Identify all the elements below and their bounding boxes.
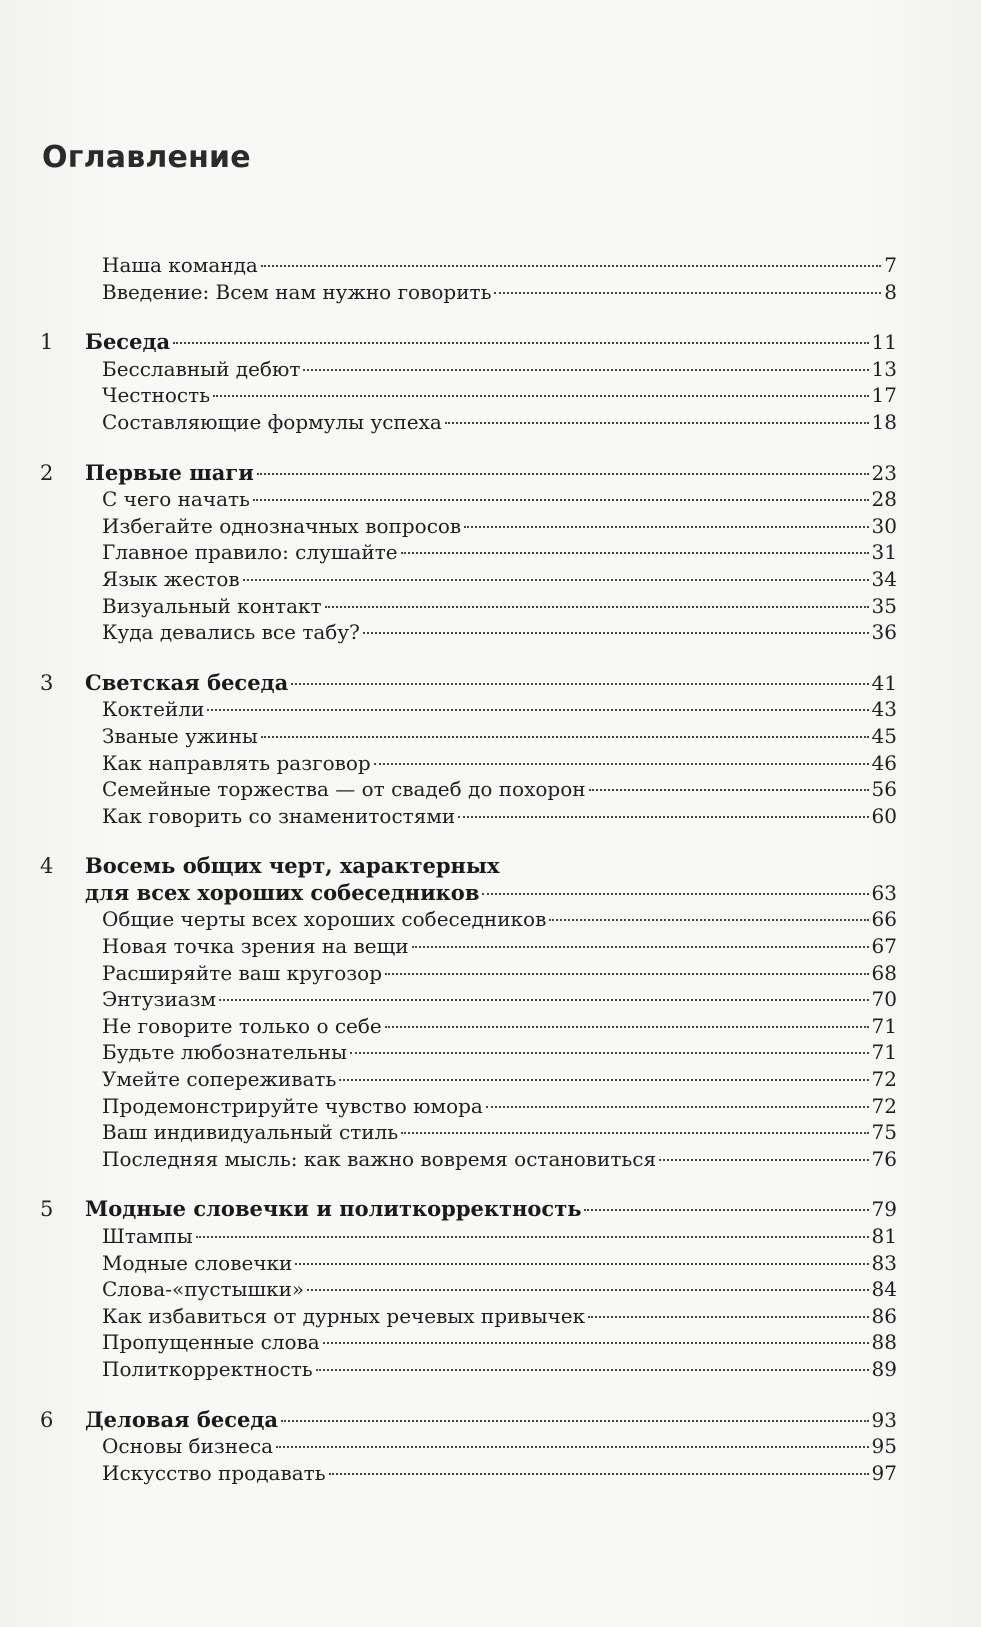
dot-leader <box>588 1316 868 1318</box>
page-number: 71 <box>871 1013 897 1038</box>
toc-section-entry <box>0 1223 981 1250</box>
toc-section-entry <box>0 566 981 593</box>
entry-title: Званые ужины <box>102 723 258 748</box>
page-number: 97 <box>871 1460 897 1485</box>
dot-leader <box>412 946 869 948</box>
entry-title: Умейте сопереживать <box>102 1067 337 1092</box>
entry-title: Не говорите только о себе <box>102 1013 382 1038</box>
dot-leader <box>316 1369 869 1371</box>
entry-title: Политкорректность <box>102 1356 313 1381</box>
toc-section-entry <box>0 539 981 566</box>
page-number: 84 <box>871 1277 897 1302</box>
toc-section-entry <box>0 906 981 933</box>
entry-title: Главное правило: слушайте <box>102 540 398 565</box>
toc-group <box>0 670 981 830</box>
dot-leader <box>401 1132 868 1134</box>
dot-leader <box>329 1473 869 1475</box>
entry-title: Восемь общих черт, характерных <box>85 853 500 879</box>
page-number: 45 <box>871 723 897 748</box>
page-number: 72 <box>871 1067 897 1092</box>
toc-section-entry <box>0 252 981 279</box>
toc-section-entry <box>0 1039 981 1066</box>
page-number: 36 <box>871 620 897 645</box>
toc-section-entry <box>0 593 981 620</box>
chapter-number: 4 <box>40 854 54 879</box>
entry-title: Как направлять разговор <box>102 750 371 775</box>
entry-title: Беседа <box>85 329 171 355</box>
toc-section-entry <box>0 750 981 777</box>
toc-section-entry <box>0 960 981 987</box>
toc-section-entry <box>0 1093 981 1120</box>
toc-group <box>0 1407 981 1487</box>
page-number: 31 <box>871 540 897 565</box>
dot-leader <box>659 1159 868 1161</box>
page-number: 83 <box>871 1250 897 1275</box>
entry-title: Модные словечки <box>102 1250 293 1275</box>
entry-title: Энтузиазм <box>102 987 217 1012</box>
entry-title: С чего начать <box>102 487 250 512</box>
dot-leader <box>458 816 868 818</box>
page-number: 86 <box>871 1303 897 1328</box>
page-number: 63 <box>871 880 897 905</box>
toc-section-entry <box>0 1329 981 1356</box>
page-number: 89 <box>871 1356 897 1381</box>
entry-title: Искусство продавать <box>102 1460 326 1485</box>
entry-title: Бесславный дебют <box>102 356 301 381</box>
toc-chapter-entry <box>0 853 981 880</box>
entry-title: для всех хороших собеседников <box>85 879 480 905</box>
page-number: 60 <box>871 803 897 828</box>
entry-title: Наша команда <box>102 253 258 277</box>
entry-title: Семейные торжества — от свадеб до похорон <box>102 777 586 802</box>
entry-title: Продемонстрируйте чувство юмора <box>102 1093 483 1118</box>
page-number: 81 <box>871 1224 897 1248</box>
toc-section-entry <box>0 933 981 960</box>
dot-leader <box>584 1209 868 1211</box>
dot-leader <box>589 789 869 791</box>
dot-leader <box>257 473 869 475</box>
dot-leader <box>196 1236 869 1238</box>
dot-leader <box>173 342 868 344</box>
dot-leader <box>219 999 868 1001</box>
entry-title: Штампы <box>102 1224 193 1248</box>
chapter-number: 6 <box>40 1407 54 1432</box>
entry-title: Ваш индивидуальный стиль <box>102 1120 399 1145</box>
page-number: 68 <box>871 960 897 985</box>
toc-chapter-entry <box>0 329 981 356</box>
page-number: 7 <box>884 253 897 277</box>
toc-section-entry <box>0 409 981 436</box>
chapter-number: 3 <box>40 670 54 695</box>
page-number: 30 <box>871 513 897 538</box>
page-number: 71 <box>871 1040 897 1065</box>
page-title: Оглавление <box>42 140 251 175</box>
dot-leader <box>494 292 881 294</box>
dot-leader <box>549 919 868 921</box>
toc-chapter-entry <box>0 670 981 697</box>
dot-leader <box>261 265 881 267</box>
dot-leader <box>213 395 868 397</box>
page-number: 34 <box>871 566 897 591</box>
toc-section-entry <box>0 1276 981 1303</box>
toc-section-entry <box>0 486 981 513</box>
toc-section-entry <box>0 803 981 830</box>
page-number: 76 <box>871 1146 897 1171</box>
dot-leader <box>385 1026 869 1028</box>
toc-section-entry <box>0 1356 981 1383</box>
page-number: 8 <box>884 279 897 304</box>
toc-section-entry <box>0 619 981 646</box>
toc-section-entry <box>0 1066 981 1093</box>
entry-title: Честность <box>102 383 211 408</box>
entry-title: Новая точка зрения на вещи <box>102 934 409 959</box>
toc-section-entry <box>0 1250 981 1277</box>
toc-chapter-entry <box>0 1407 981 1434</box>
toc-chapter-entry <box>0 460 981 487</box>
toc-section-entry <box>0 1303 981 1330</box>
entry-title: Последняя мысль: как важно вовремя остановиться <box>102 1146 657 1171</box>
page-number: 13 <box>871 356 897 381</box>
toc-group <box>0 252 981 305</box>
dot-leader <box>385 973 869 975</box>
toc-group <box>0 853 981 1172</box>
page-number: 56 <box>871 777 897 802</box>
dot-leader <box>401 552 869 554</box>
entry-title: Избегайте однозначных вопросов <box>102 513 462 538</box>
page-number: 67 <box>871 934 897 959</box>
toc-section-entry <box>0 986 981 1013</box>
toc-chapter-entry <box>0 880 981 907</box>
chapter-number: 2 <box>40 460 54 485</box>
dot-leader <box>307 1289 868 1291</box>
page-number: 11 <box>871 330 897 355</box>
dot-leader <box>207 709 868 711</box>
entry-title: Первые шаги <box>85 459 254 485</box>
page-number: 43 <box>871 697 897 722</box>
toc-section-entry <box>0 382 981 409</box>
entry-title: Общие черты всех хороших собеседников <box>102 907 547 932</box>
dot-leader <box>325 606 869 608</box>
page-number: 23 <box>871 460 897 485</box>
dot-leader <box>363 632 869 634</box>
chapter-number: 1 <box>40 330 54 355</box>
dot-leader <box>253 499 869 501</box>
entry-title: Введение: Всем нам нужно говорить <box>102 279 492 304</box>
entry-title: Будьте любознательны <box>102 1040 348 1065</box>
dot-leader <box>350 1052 869 1054</box>
toc-section-entry <box>0 1433 981 1460</box>
page-number: 79 <box>871 1197 897 1222</box>
toc-group <box>0 460 981 646</box>
entry-title: Как говорить со знаменитостями <box>102 803 456 828</box>
page-number: 95 <box>871 1434 897 1459</box>
toc-section-entry <box>0 1460 981 1487</box>
page-number: 75 <box>871 1120 897 1145</box>
dot-leader <box>374 763 869 765</box>
toc-section-entry <box>0 513 981 540</box>
toc-chapter-entry <box>0 1196 981 1223</box>
toc-section-entry <box>0 776 981 803</box>
page-number: 70 <box>871 987 897 1012</box>
entry-title: Модные словечки и политкорректность <box>85 1196 582 1222</box>
page-number: 66 <box>871 907 897 932</box>
page-number: 17 <box>871 383 897 408</box>
page-number: 72 <box>871 1093 897 1118</box>
entry-title: Основы бизнеса <box>102 1434 274 1459</box>
entry-title: Слова-«пустышки» <box>102 1277 305 1302</box>
dot-leader <box>445 422 869 424</box>
dot-leader <box>339 1079 868 1081</box>
entry-title: Расширяйте ваш кругозор <box>102 960 382 985</box>
toc-section-entry <box>0 1146 981 1173</box>
entry-title: Язык жестов <box>102 566 240 591</box>
dot-leader <box>303 369 868 371</box>
dot-leader <box>276 1446 868 1448</box>
dot-leader <box>464 526 868 528</box>
dot-leader <box>281 1420 869 1422</box>
toc-group <box>0 329 981 435</box>
entry-title: Куда девались все табу? <box>102 620 360 645</box>
page-number: 41 <box>871 670 897 695</box>
dot-leader <box>243 579 869 581</box>
dot-leader <box>482 893 868 895</box>
page-number: 18 <box>871 409 897 434</box>
dot-leader <box>323 1342 869 1344</box>
page-number: 93 <box>871 1407 897 1432</box>
dot-leader <box>291 683 868 685</box>
page-number: 35 <box>871 593 897 618</box>
dot-leader <box>295 1263 868 1265</box>
toc-section-entry <box>0 696 981 723</box>
entry-title: Коктейли <box>102 697 205 722</box>
page-number: 28 <box>871 487 897 512</box>
toc-section-entry <box>0 1119 981 1146</box>
page-number: 46 <box>871 750 897 775</box>
entry-title: Деловая беседа <box>85 1406 278 1432</box>
dot-leader <box>261 736 869 738</box>
dot-leader <box>486 1106 869 1108</box>
toc-section-entry <box>0 1013 981 1040</box>
table-of-contents <box>0 252 981 1510</box>
toc-section-entry <box>0 279 981 306</box>
chapter-number: 5 <box>40 1197 54 1222</box>
entry-title: Как избавиться от дурных речевых привычек <box>102 1303 586 1328</box>
entry-title: Визуальный контакт <box>102 593 322 618</box>
entry-title: Светская беседа <box>85 669 289 695</box>
toc-group <box>0 1196 981 1382</box>
toc-section-entry <box>0 723 981 750</box>
toc-section-entry <box>0 356 981 383</box>
entry-title: Пропущенные слова <box>102 1330 320 1355</box>
entry-title: Составляющие формулы успеха <box>102 409 442 434</box>
page-number: 88 <box>871 1330 897 1355</box>
